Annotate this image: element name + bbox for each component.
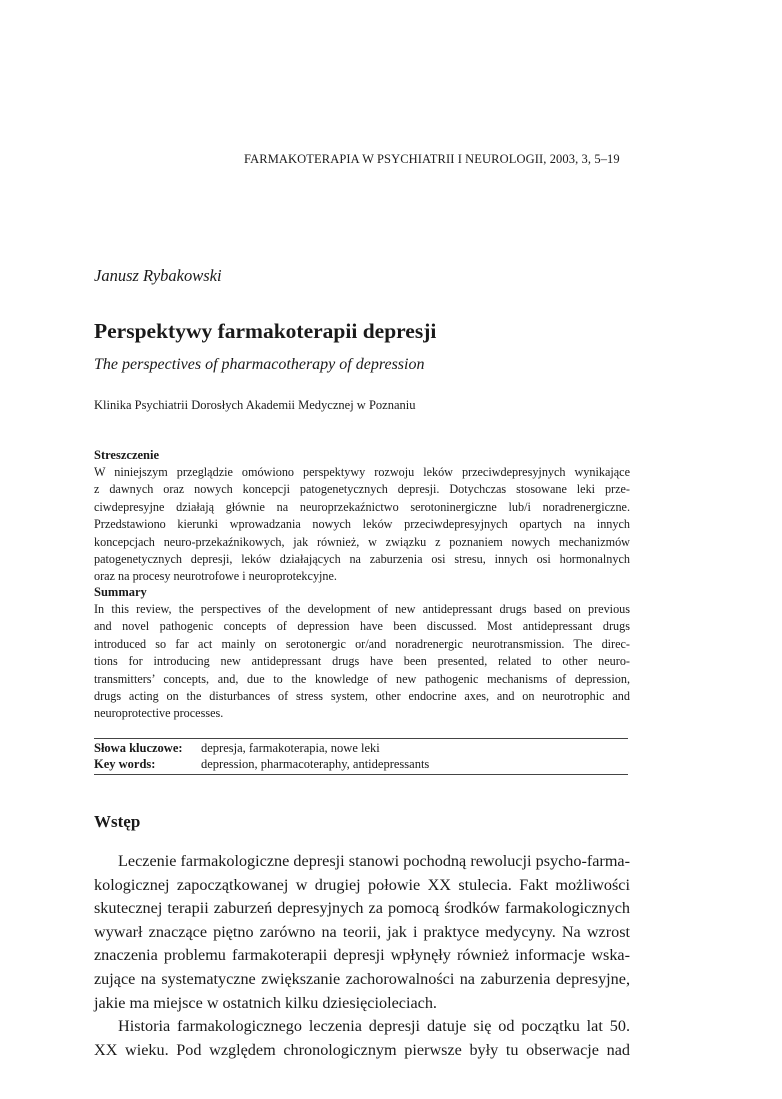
keywords-polish-label: Słowa kluczowe: — [94, 741, 183, 755]
author-affiliation: Klinika Psychiatrii Dorosłych Akademii Medycznej w Poznaniu — [94, 398, 416, 412]
abstract-english-line: introduced so far act mainly on serotonergic or/and noradrenergic neurotransmission. The direc- — [94, 636, 630, 651]
abstract-english-line: transmitters’ concepts, and, due to the knowledge of new pathogenic mechanisms of depression, — [94, 671, 630, 686]
abstract-polish-heading: Streszczenie — [94, 448, 160, 462]
abstract-polish-line: patogenetycznych depresji, leków działających na zaburzenia osi stresu, innych osi hormonalnych — [94, 552, 630, 567]
abstract-polish-line: oraz na procesy neurotrofowe i neuroprotekcyjne. — [94, 569, 337, 584]
abstract-english-heading: Summary — [94, 585, 147, 599]
paragraph-line: Historia farmakologicznego leczenia depresji datuje się od początku lat 50. — [118, 1017, 630, 1036]
keywords-polish-value: depresja, farmakoterapia, nowe leki — [201, 741, 380, 755]
body-text — [94, 850, 630, 1062]
paragraph-line: XX wieku. Pod względem chronologicznym pierwsze były tu obserwacje nad — [94, 1040, 630, 1059]
keywords-top-rule — [94, 738, 628, 739]
paragraph-line: skutecznej terapii zaburzeń depresyjnych za pomocą środków farmakologicznych — [94, 899, 630, 918]
paragraph-line: jakie ma miejsce w ostatnich kilku dziesięcioleciach. — [94, 993, 437, 1012]
keywords-polish-row — [94, 741, 380, 756]
keywords-english-row — [94, 757, 429, 772]
paragraph-line: wywarł znaczące piętno zarówno na teorii, jak i praktyce medycyny. Na wzrost — [94, 922, 630, 941]
keywords-english-label: Key words: — [94, 757, 156, 771]
journal-header: FARMAKOTERAPIA W PSYCHIATRII I NEUROLOGII, 2003, 3, 5–19 — [244, 152, 620, 166]
paragraph-line: Leczenie farmakologiczne depresji stanowi pochodną rewolucji psycho-farma- — [118, 852, 630, 870]
keywords-bottom-rule — [94, 774, 628, 775]
article-subtitle: The perspectives of pharmacotherapy of depression — [94, 356, 425, 373]
paragraph-line: znaczenia problemu farmakoterapii depresji wpłynęły również informacje wska- — [94, 946, 630, 965]
paragraph-line: zujące na systematyczne zwiększanie zachorowalności na zaburzenia depresyjne, — [94, 969, 630, 988]
author-name: Janusz Rybakowski — [94, 266, 222, 285]
abstract-english — [94, 584, 630, 723]
paragraph-line: kologicznej zapoczątkowanej w drugiej połowie XX stulecia. Fakt możliwości — [94, 875, 630, 894]
keywords-english-value: depression, pharmacoteraphy, antidepressants — [201, 757, 430, 771]
abstract-polish-line: Przedstawiono kierunki wprowadzania nowych leków przeciwdepresyjnych opartych na innych — [94, 517, 630, 532]
abstract-english-line: In this review, the perspectives of the development of new antidepressant drugs based on previous — [94, 602, 630, 616]
section-heading: Wstęp — [94, 812, 141, 831]
abstract-polish — [94, 447, 630, 586]
abstract-polish-line: ciwdepresyjne działają głównie na neuroprzekaźnictwo serotoninergiczne lub/i noradrenergiczne. — [94, 499, 630, 514]
abstract-english-line: drugs acting on the disturbances of stress system, other endocrine axes, and on neurotrophic and — [94, 689, 630, 704]
abstract-polish-line: koncepcjach neuro-przekaźnikowych, jak również, w związku z poznaniem nowych mechanizmów — [94, 534, 630, 549]
abstract-english-line: neuroprotective processes. — [94, 706, 224, 721]
abstract-english-line: tions for introducing new antidepressant drugs have been presented, related to other neuro- — [94, 654, 630, 669]
abstract-english-line: and novel pathogenic concepts of depression have been discussed. Most antidepressant drugs — [94, 619, 630, 634]
article-title: Perspektywy farmakoterapii depresji — [94, 319, 437, 343]
abstract-polish-line: W niniejszym przeglądzie omówiono perspektywy rozwoju leków przeciwdepresyjnych wynikające — [94, 465, 630, 479]
abstract-polish-line: z dawnych oraz nowych koncepcji patogenetycznych depresji. Dotychczas stosowane leki prze- — [94, 482, 630, 497]
